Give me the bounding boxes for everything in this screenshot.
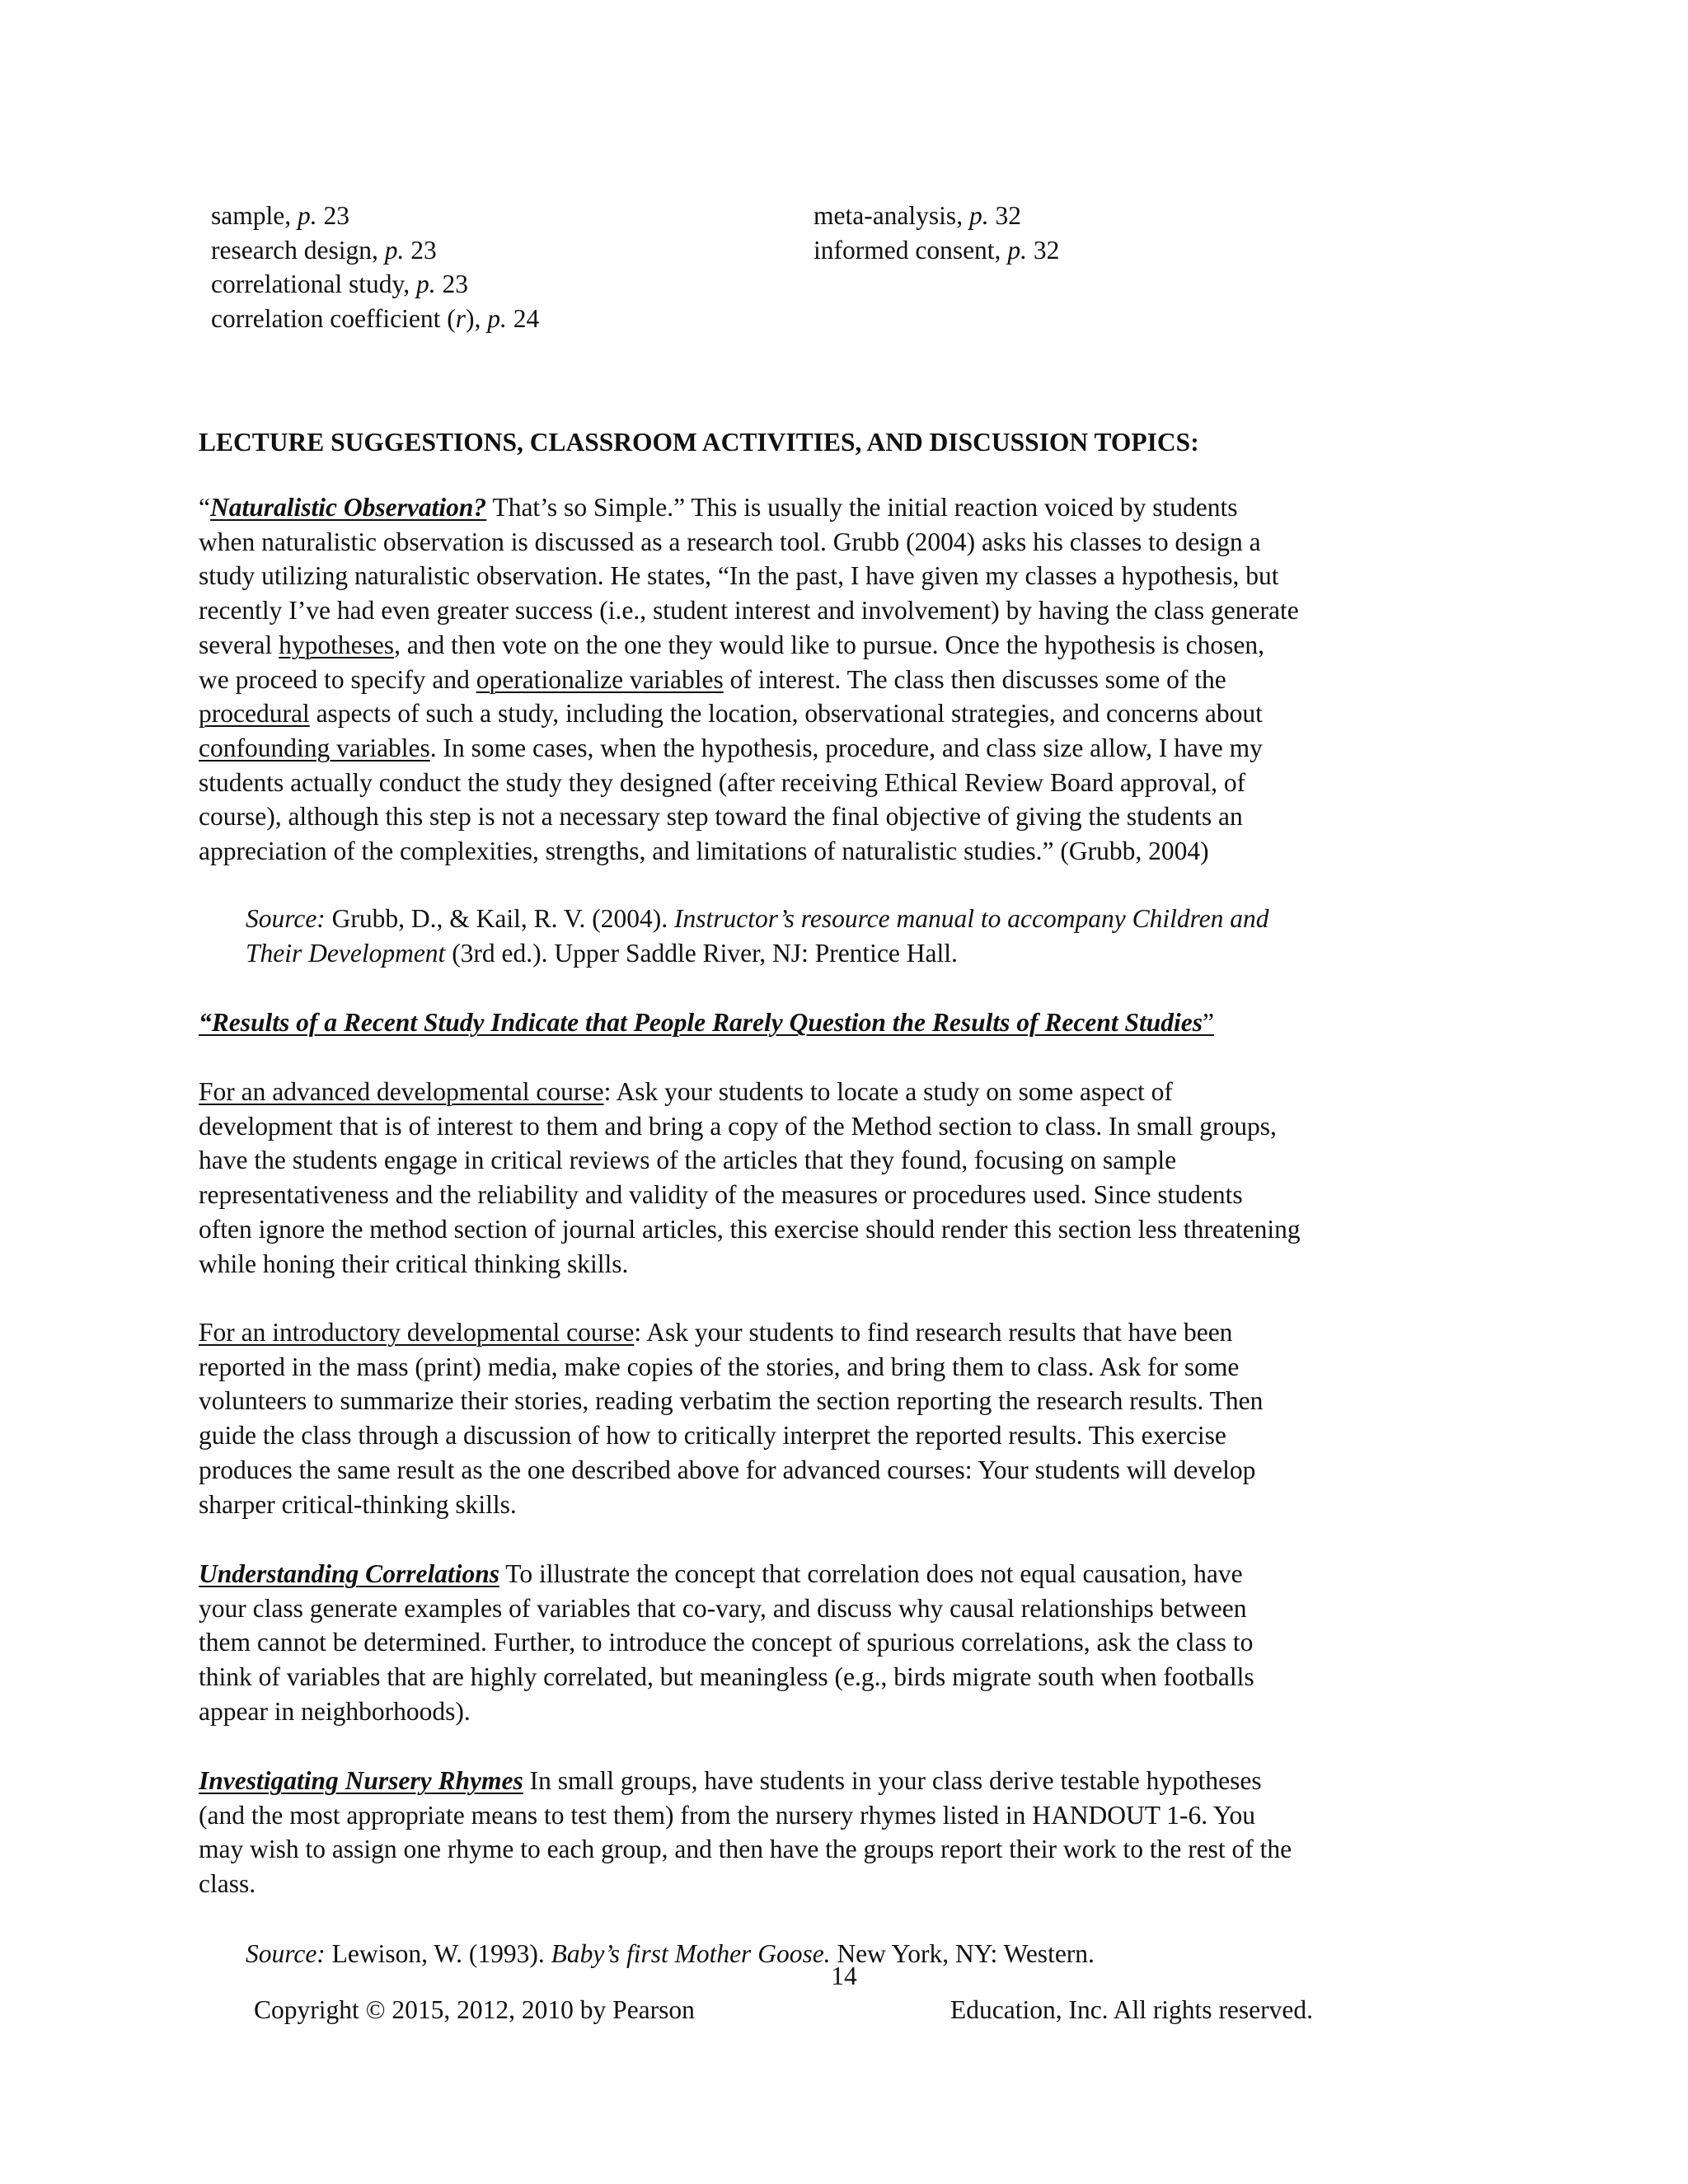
underlined-term: hypotheses (279, 630, 395, 659)
results-of-recent-study-heading: “Results of a Recent Study Indicate that People Rarely Question the Results of Recent Studies” (199, 1008, 1215, 1037)
key-term-item: meta-analysis, p. 32 (814, 201, 1021, 230)
understanding-correlations-paragraph: Understanding Correlations To illustrate the concept that correlation does not equal causation, have your class generate examples of variables that co-vary, and discuss why causal relationships between them cannot be determined. Further, to introduce the concept of spurious correlations, ask the class to think of variables that are highly correlated, but meaningless (e.g., birds migrate south when footballs appear in neighborhoods). (199, 1559, 1254, 1726)
nursery-rhymes-title: Investigating Nursery Rhymes (199, 1766, 523, 1795)
key-term-item: correlational study, p. 23 (211, 269, 469, 299)
key-terms-right-column (814, 199, 1059, 267)
key-terms-left-column (211, 199, 539, 336)
footer-copyright: Copyright © 2015, 2012, 2010 by Pearson (254, 1995, 695, 2024)
naturalistic-observation-title: Naturalistic Observation? (209, 493, 487, 522)
source-citation-grubb: Source: Grubb, D., & Kail, R. V. (2004). Instructor’s resource manual to accompany Children and Their Development (3rd ed.). Upper Saddle River, NJ: Prentice Hall. (246, 904, 1269, 968)
key-term-item: sample, p. 23 (211, 201, 349, 230)
naturalistic-observation-paragraph: “Naturalistic Observation? That’s so Simple.” This is usually the initial reaction voiced by students when naturalistic observation is discussed as a research tool. Grubb (2004) asks his classes to design a study utilizing naturalistic observation. He states, “In the past, I have given my classes a hypothesis, but recently I’ve had even greater success (i.e., student interest and involvement) by having the class generate several hypotheses, and then vote on the one they would like to pursue. Once the hypothesis is chosen, we proceed to specify and operationalize variables of interest. The class then discusses some of the procedural aspects of such a study, including the location, observational strategies, and concerns about confounding variables. In some cases, when the hypothesis, procedure, and class size allow, I have my students actually conduct the study they designed (after receiving Ethical Review Board approval, of course), although this step is not a necessary step toward the final objective of giving the students an appreciation of the complexities, strengths, and limitations of naturalistic studies.” (Grubb, 2004) (199, 493, 1299, 866)
introductory-course-paragraph: For an introductory developmental course: Ask your students to find research results that have been reported in the mass (print) media, make copies of the stories, and bring them to class. Ask for some volunteers to summarize their stories, reading verbatim the section reporting the research results. Then guide the class through a discussion of how to critically interpret the reported results. This exercise produces the same result as the one described above for advanced courses: Your students will develop sharper critical-thinking skills. (199, 1318, 1264, 1519)
understanding-correlations-title: Understanding Correlations (199, 1559, 499, 1588)
advanced-course-paragraph: For an advanced developmental course: Ask your students to locate a study on some aspect of development that is of interest to them and bring a copy of the Method section to class. In small groups, have the students engage in critical reviews of the articles that they found, focusing on sample representativeness and the reliability and validity of the measures or procedures used. Since students often ignore the method section of journal articles, this exercise should render this section less threatening while honing their critical thinking skills. (199, 1077, 1301, 1278)
advanced-course-label: For an advanced developmental course (199, 1077, 604, 1106)
key-term-item: informed consent, p. 32 (814, 235, 1060, 265)
underlined-term: procedural (199, 699, 310, 729)
page-number: 14 (831, 1961, 857, 1990)
key-term-item: correlation coefficient (r), p. 24 (211, 304, 540, 334)
key-term-item: research design, p. 23 (211, 235, 437, 265)
footer-rights: Education, Inc. All rights reserved. (950, 1995, 1314, 2024)
underlined-term: confounding variables (199, 733, 430, 762)
source-citation-lewison: Source: Lewison, W. (1993). Baby’s first Mother Goose. New York, NY: Western. (246, 1939, 1095, 1968)
nursery-rhymes-paragraph: Investigating Nursery Rhymes In small groups, have students in your class derive testable hypotheses (and the most appropriate means to test them) from the nursery rhymes listed in HANDOUT 1-6. You may wish to assign one rhyme to each group, and then have the groups report their work to the rest of the class. (199, 1766, 1292, 1899)
section-heading: LECTURE SUGGESTIONS, CLASSROOM ACTIVITIES, AND DISCUSSION TOPICS: (199, 428, 1199, 457)
introductory-course-label: For an introductory developmental course (199, 1318, 635, 1347)
underlined-term: operationalize variables (476, 664, 724, 694)
